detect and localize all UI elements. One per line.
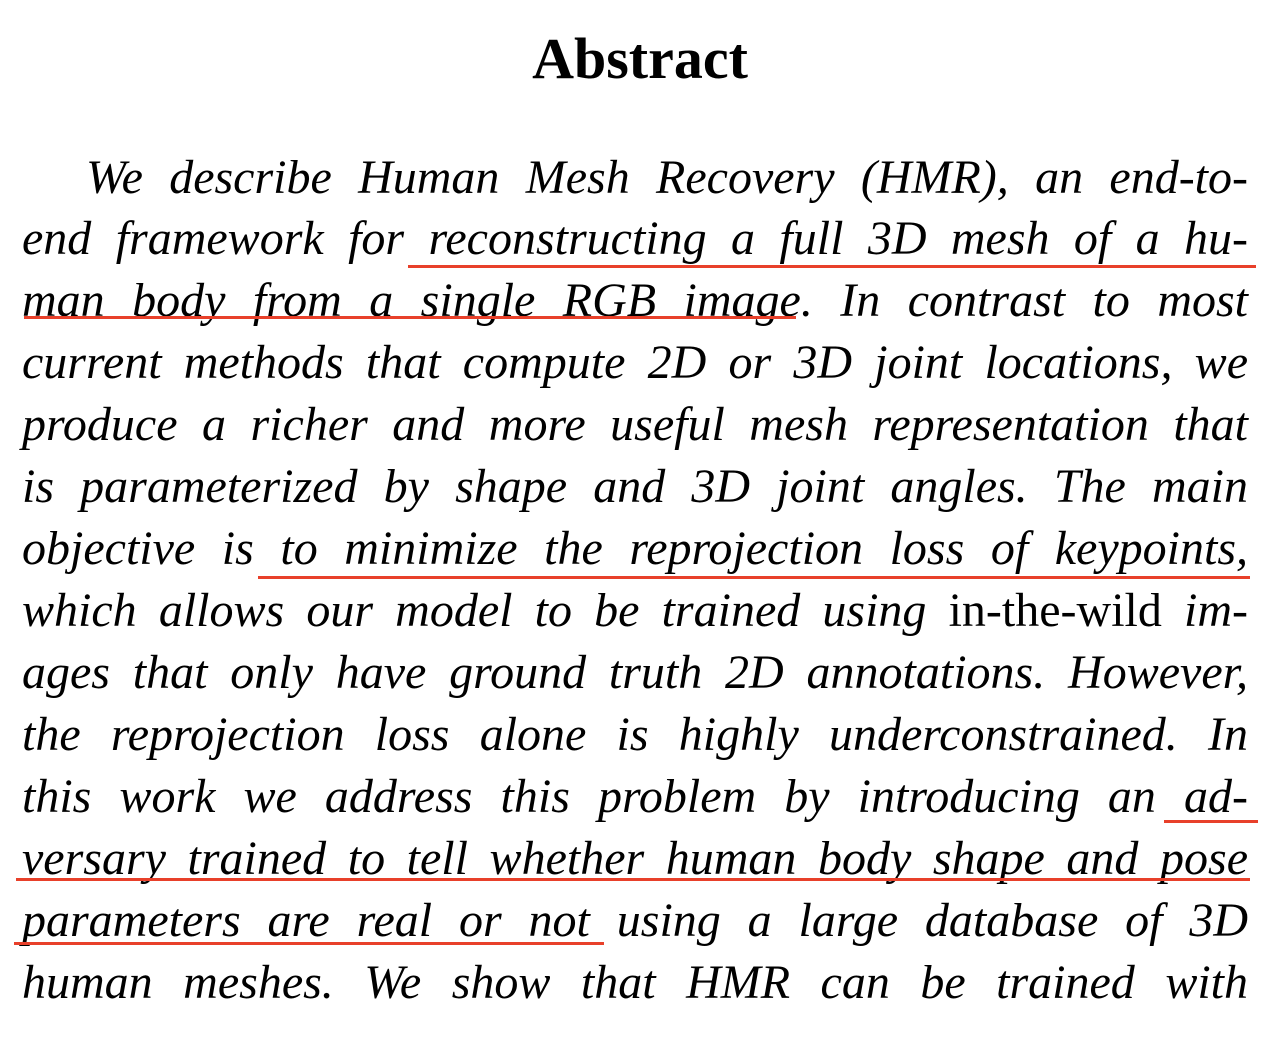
abstract-line-14: human meshes. We show that HMR can be trained with [22, 956, 1248, 1009]
abstract-line-6: is parameterized by shape and 3D joint angles. The main [22, 460, 1248, 513]
abstract-line-2: end framework for reconstructing a full 3D mesh of a hu- [22, 212, 1248, 265]
underline-adversary-trained [16, 878, 1250, 881]
abstract-heading: Abstract [532, 26, 748, 91]
abstract-line-3: man body from a single RGB image. In contrast to most [22, 274, 1248, 327]
abstract-line-9: ages that only have ground truth 2D annotations. However, [22, 646, 1248, 699]
in-the-wild-term: in-the-wild [948, 584, 1162, 637]
abstract-line-11: this work we address this problem by introducing an ad- [22, 770, 1248, 823]
underline-minimize-loss [258, 576, 1250, 579]
abstract-line-4: current methods that compute 2D or 3D joint locations, we [22, 336, 1248, 389]
underline-human-body [24, 316, 796, 319]
abstract-line-7: objective is to minimize the reprojection loss of keypoints, [22, 522, 1248, 575]
abstract-line-12: versary trained to tell whether human body shape and pose [22, 832, 1248, 885]
abstract-line-1: We describe Human Mesh Recovery (HMR), an end-to- [86, 151, 1248, 204]
line-8-italic-start: which allows our model to be trained using [22, 584, 949, 637]
abstract-line-8 [22, 580, 1248, 642]
abstract-line-10: the reprojection loss alone is highly underconstrained. In [22, 708, 1248, 761]
underline-adversary-start [1164, 820, 1258, 823]
line-8-italic-end: im- [1161, 584, 1248, 637]
abstract-line-13: parameters are real or not using a large database of 3D [22, 894, 1248, 947]
underline-real-or-not [14, 942, 604, 945]
abstract-line-5: produce a richer and more useful mesh representation that [22, 398, 1248, 451]
underline-reconstructing [408, 265, 1256, 268]
